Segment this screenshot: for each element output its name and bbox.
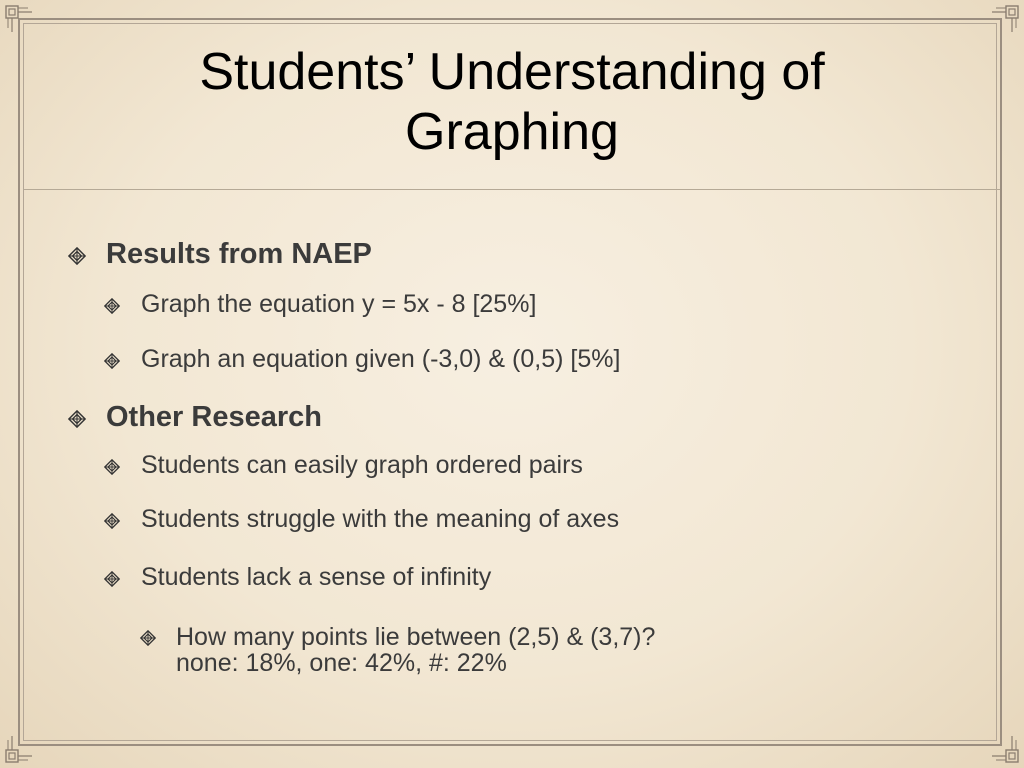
bullet-sense-of-infinity [104,563,491,592]
bullet-other-research [68,401,322,434]
diamond-bullet-icon [104,298,120,314]
bullet-ordered-pairs [104,451,583,480]
bullet-text: Other Research [106,401,322,433]
corner-ornament-icon [990,4,1020,34]
bullet-text-line-2: none: 18%, one: 42%, #: 22% [176,649,507,677]
bullet-meaning-of-axes [104,505,619,534]
corner-ornament-icon [4,734,34,764]
bullet-results-from-naep [68,238,372,271]
bullet-text [176,624,655,676]
slide-title [24,42,1000,162]
bullet-text: Results from NAEP [106,238,372,270]
corner-ornament-icon [4,4,34,34]
bullet-points-between [140,624,655,676]
slide-title-line-2: Graphing [405,103,619,161]
slide-title-line-1: Students’ Understanding of [199,43,825,101]
bullet-text: Graph an equation given (-3,0) & (0,5) [5%] [141,345,621,373]
diamond-bullet-icon [104,353,120,369]
diamond-bullet-icon [140,630,156,646]
bullet-text: Students can easily graph ordered pairs [141,451,583,479]
bullet-text: Students lack a sense of infinity [141,563,492,591]
diamond-bullet-icon [104,571,120,587]
title-divider [24,189,1000,190]
diamond-bullet-icon [104,513,120,529]
bullet-text-line-1: How many points lie between (2,5) & (3,7)? [176,623,656,651]
corner-ornament-icon [990,734,1020,764]
diamond-bullet-icon [68,410,86,428]
bullet-graph-equation [104,290,536,319]
diamond-bullet-icon [104,459,120,475]
bullet-text: Graph the equation y = 5x - 8 [25%] [141,290,537,318]
bullet-graph-given-points [104,345,620,374]
bullet-text: Students struggle with the meaning of axes [141,505,620,533]
diamond-bullet-icon [68,247,86,265]
